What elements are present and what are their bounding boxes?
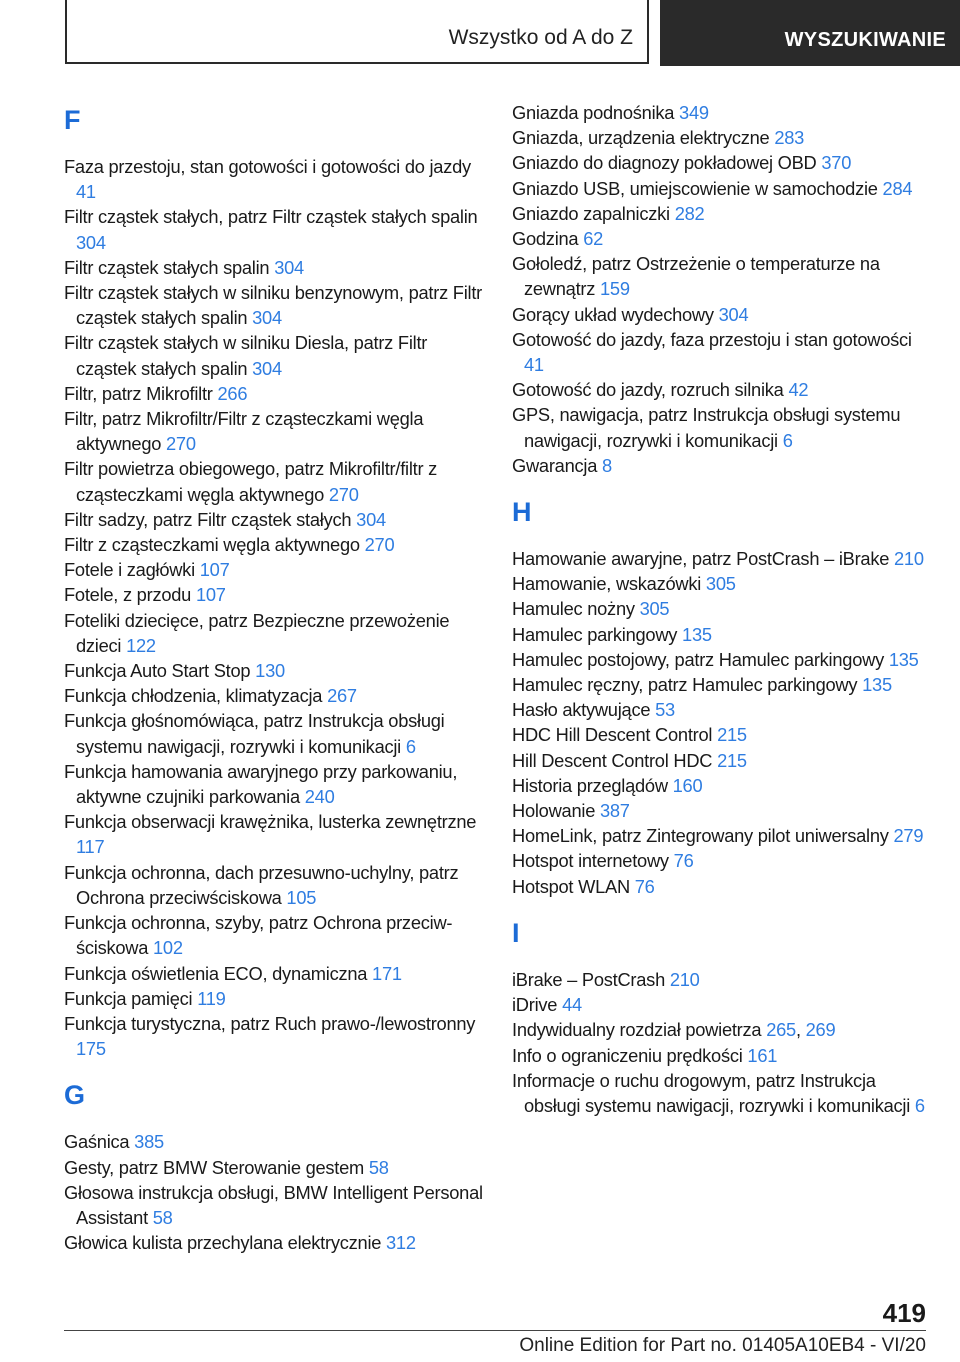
- page-separator: ,: [795, 1019, 801, 1041]
- page-reference-link[interactable]: 284: [882, 177, 913, 199]
- page-reference-link[interactable]: 267: [327, 685, 357, 707]
- index-entry-text: Gołoledź, patrz Ostrzeżenie o temperaturze na zewnątrz: [512, 253, 880, 300]
- index-entry: [64, 809, 484, 859]
- index-entry-text: Gotowość do jazdy, faza przestoju i stan gotowości: [512, 328, 912, 350]
- page-reference-link[interactable]: 135: [862, 674, 892, 696]
- page-reference-link[interactable]: 6: [782, 429, 793, 451]
- index-entry: [64, 456, 484, 506]
- index-entry-text: Filtr, patrz Mikrofiltr: [64, 382, 213, 404]
- page-reference-link[interactable]: 130: [255, 660, 285, 682]
- page-reference-link[interactable]: 387: [599, 800, 630, 822]
- index-entry: [512, 967, 932, 992]
- index-letter-heading: F: [64, 105, 81, 135]
- index-entry-text: Funkcja turystyczna, patrz Ruch prawo-/lewostronny: [64, 1012, 476, 1034]
- page-reference-link[interactable]: 175: [76, 1038, 106, 1060]
- page-reference-link[interactable]: 312: [386, 1232, 416, 1254]
- page-reference-link[interactable]: 349: [679, 102, 709, 123]
- index-entry: [512, 150, 932, 175]
- index-entry-text: Godzina: [512, 228, 579, 250]
- page-reference-link[interactable]: 161: [747, 1044, 778, 1066]
- index-entry: [512, 823, 932, 848]
- index-entry-text: Hamulec parkingowy: [512, 623, 678, 645]
- header-bar: [0, 0, 960, 66]
- index-entry-text: Fotele, z przodu: [64, 584, 192, 606]
- page-reference-link[interactable]: 135: [888, 648, 919, 670]
- index-column-right: [512, 100, 932, 1118]
- index-entry-text: iBrake – PostCrash: [512, 968, 665, 990]
- page-reference-link[interactable]: 269: [805, 1019, 836, 1041]
- page-reference-link[interactable]: 41: [76, 181, 96, 203]
- index-entry-text: Hamowanie awaryjne, patrz PostCrash – iBrake: [512, 548, 890, 570]
- page-reference-link[interactable]: 76: [634, 875, 655, 897]
- index-entry: [64, 280, 484, 330]
- index-entry: [64, 330, 484, 380]
- page-reference-link[interactable]: 304: [76, 231, 106, 253]
- page-reference-link[interactable]: 270: [328, 483, 359, 505]
- index-entry: [64, 1230, 484, 1255]
- page-reference-link[interactable]: 215: [717, 749, 747, 771]
- index-entry: [64, 986, 484, 1011]
- page-reference-link[interactable]: 105: [286, 886, 317, 908]
- index-entry: [512, 402, 932, 452]
- page-reference-link[interactable]: 385: [134, 1131, 164, 1153]
- page-number: 419: [882, 1298, 926, 1328]
- index-entry: [512, 100, 932, 125]
- index-entry-text: Info o ograniczeniu prędkości: [512, 1044, 743, 1066]
- page-reference-link[interactable]: 270: [166, 433, 196, 455]
- tab-a-to-z[interactable]: [65, 0, 649, 64]
- index-entry-text: Funkcja Auto Start Stop: [64, 660, 251, 682]
- page-reference-link[interactable]: 76: [673, 850, 694, 872]
- footer-divider: [64, 1330, 926, 1331]
- page-reference-link[interactable]: 282: [674, 202, 705, 224]
- index-entry-text: Hamulec nożny: [512, 598, 635, 620]
- index-entry-text: Funkcja pamięci: [64, 987, 193, 1009]
- index-entry-text: Hamulec ręczny, patrz Hamulec parkingowy: [512, 674, 858, 696]
- index-entry: [512, 201, 932, 226]
- index-entry: [64, 1129, 484, 1154]
- page-reference-link[interactable]: 135: [682, 623, 712, 645]
- index-letter-heading: G: [64, 1080, 86, 1111]
- index-entry: [64, 683, 484, 708]
- index-entry-text: Indywidualny rozdział powietrza: [512, 1019, 762, 1041]
- index-entry-text: Funkcja chłodzenia, klimatyzacja: [64, 685, 323, 707]
- page-reference-link[interactable]: 210: [893, 548, 924, 570]
- page-reference-link[interactable]: 370: [821, 152, 852, 174]
- page-reference-link[interactable]: 107: [199, 559, 230, 581]
- index-entry-text: Głosowa instrukcja obsługi, BMW Intelligent Personal Assistant: [64, 1181, 483, 1228]
- index-entry-text: Informacje o ruchu drogowym, patrz Instrukcja obsługi systemu nawigacji, rozrywki i komunikacji: [512, 1069, 911, 1116]
- index-entry-text: Gniazda, urządzenia elektryczne: [512, 127, 770, 149]
- page-reference-link[interactable]: 304: [718, 303, 749, 325]
- page-reference-link[interactable]: 160: [672, 774, 703, 796]
- index-entry-text: Gniazdo zapalniczki: [512, 202, 670, 224]
- index-entry: [512, 125, 932, 150]
- index-entry-text: GPS, nawigacja, patrz Instrukcja obsługi systemu nawigacji, rozrywki i komunikacji: [512, 404, 901, 451]
- index-entry: [64, 910, 484, 960]
- index-entry-text: Funkcja ochronna, szyby, patrz Ochrona przeciwściskowa: [64, 912, 453, 959]
- page-reference-link[interactable]: 210: [669, 968, 700, 990]
- index-entry-text: Hill Descent Control HDC: [512, 749, 713, 771]
- index-entry: [64, 1011, 484, 1061]
- index-entry-text: Funkcja hamowania awaryjnego przy parkowaniu, aktywne czujniki parkowania: [64, 760, 458, 808]
- index-entry-text: Filtr sadzy, patrz Filtr cząstek stałych: [64, 508, 352, 530]
- index-entry: [512, 1068, 932, 1118]
- index-entry-text: Gwarancja: [512, 454, 598, 476]
- index-entry-text: Faza przestoju, stan gotowości i gotowości do jazdy: [64, 156, 471, 177]
- index-entry: [512, 377, 932, 402]
- index-entry: [64, 557, 484, 582]
- index-entry-text: Głowica kulista przechylana elektrycznie: [64, 1232, 382, 1254]
- index-entry: [512, 1017, 932, 1042]
- page-reference-link[interactable]: 62: [583, 228, 604, 250]
- index-entry: [64, 759, 484, 809]
- index-entry-text: Gotowość do jazdy, rozruch silnika: [512, 379, 784, 401]
- index-entry: [512, 697, 932, 722]
- page-reference-link[interactable]: 8: [601, 454, 612, 476]
- tab-search-label: WYSZUKIWANIE: [784, 29, 946, 51]
- page-reference-link[interactable]: 53: [655, 699, 675, 721]
- index-entry: [64, 532, 484, 557]
- index-entry-text: Filtr cząstek stałych w silniku benzynowym, patrz Filtr cząstek stałych spalin: [64, 282, 483, 329]
- index-entry: [512, 722, 932, 747]
- index-entry: [512, 251, 932, 301]
- index-entry: [64, 582, 484, 607]
- page-reference-link[interactable]: 6: [914, 1094, 925, 1116]
- index-entry: [64, 381, 484, 406]
- page-reference-link[interactable]: 102: [153, 937, 183, 959]
- index-entry: [512, 453, 932, 478]
- index-entry-text: Hotspot WLAN: [512, 875, 630, 897]
- index-entry: [64, 860, 484, 910]
- page-reference-link[interactable]: 159: [600, 278, 630, 300]
- index-entry-text: Hamowanie, wskazówki: [512, 573, 702, 595]
- index-letter-heading: H: [512, 497, 532, 528]
- index-entry: [512, 176, 932, 201]
- index-entry: [64, 255, 484, 280]
- index-entry: [64, 507, 484, 532]
- footer-edition: Online Edition for Part no. 01405A10EB4 - VI/20: [519, 1335, 926, 1356]
- page-reference-link[interactable]: 305: [705, 573, 736, 595]
- index-entry-text: iDrive: [512, 994, 558, 1016]
- page-reference-link[interactable]: 107: [195, 584, 226, 606]
- page-reference-link[interactable]: 304: [252, 357, 282, 379]
- index-entry-text: Gaśnica: [64, 1131, 130, 1153]
- index-entry-text: Filtr, patrz Mikrofiltr/Filtr z cząsteczkami węgla aktywnego: [64, 408, 424, 455]
- index-entry-text: Gniazda podnośnika: [512, 102, 675, 123]
- page-reference-link[interactable]: 41: [524, 354, 544, 376]
- index-entry-text: Gorący układ wydechowy: [512, 303, 714, 325]
- index-entry: [512, 992, 932, 1017]
- page-reference-link[interactable]: 304: [252, 307, 282, 329]
- index-entry: [64, 708, 484, 758]
- index-entry-text: Hasło aktywujące: [512, 699, 651, 721]
- page-reference-link[interactable]: 44: [562, 994, 582, 1016]
- index-entry: [512, 302, 932, 327]
- index-entry-text: Fotele i zagłówki: [64, 559, 195, 581]
- page-reference-link[interactable]: 117: [76, 836, 105, 858]
- index-entry: [512, 848, 932, 873]
- index-entry-text: Funkcja ochronna, dach przesuwno-uchylny, patrz Ochrona przeciwściskowa: [64, 861, 459, 908]
- index-entry: [512, 1043, 932, 1068]
- index-entry: [512, 622, 932, 647]
- index-entry-text: Hotspot internetowy: [512, 850, 669, 872]
- index-entry-text: Funkcja oświetlenia ECO, dynamiczna: [64, 962, 368, 984]
- page-reference-link[interactable]: 122: [126, 634, 156, 656]
- index-entry: [512, 874, 932, 899]
- index-entry-text: Filtr powietrza obiegowego, patrz Mikrofiltr/filtr z cząsteczkami węgla aktywnego: [64, 458, 438, 505]
- index-entry-text: Filtr cząstek stałych, patrz Filtr cząstek stałych spalin: [64, 206, 478, 228]
- index-entry-text: Foteliki dziecięce, patrz Bezpieczne przewożenie dzieci: [64, 609, 450, 656]
- index-entry: [512, 748, 932, 773]
- page-reference-link[interactable]: 304: [274, 256, 304, 278]
- page-reference-link[interactable]: 304: [356, 508, 386, 530]
- index-entry-text: Holowanie: [512, 800, 596, 822]
- index-entry-text: Gniazdo USB, umiejscowienie w samochodzie: [512, 177, 878, 199]
- index-entry: [64, 204, 484, 254]
- index-entry-text: Filtr cząstek stałych spalin: [64, 256, 270, 278]
- index-entry-text: Filtr z cząsteczkami węgla aktywnego: [64, 534, 360, 556]
- page-reference-link[interactable]: 215: [717, 724, 747, 746]
- index-column-left: [64, 100, 484, 1255]
- index-entry: [512, 672, 932, 697]
- page-reference-link[interactable]: 283: [774, 127, 805, 149]
- tab-a-to-z-label: Wszystko od A do Z: [448, 26, 633, 49]
- page-reference-link[interactable]: 58: [152, 1206, 173, 1228]
- page-reference-link[interactable]: 240: [304, 786, 335, 808]
- page-reference-link[interactable]: 266: [217, 382, 248, 404]
- index-entry: [64, 658, 484, 683]
- index-entry: [512, 798, 932, 823]
- index-entry: [512, 773, 932, 798]
- page-reference-link[interactable]: 270: [364, 534, 395, 556]
- index-entry: [64, 961, 484, 986]
- index-entry: [64, 1155, 484, 1180]
- page-reference-link[interactable]: 265: [766, 1019, 796, 1041]
- index-entry: [512, 327, 932, 377]
- index-entry: [64, 608, 484, 658]
- page-reference-link[interactable]: 171: [372, 962, 402, 984]
- page-reference-link[interactable]: 42: [788, 379, 809, 401]
- tab-search[interactable]: [660, 0, 960, 66]
- page-reference-link[interactable]: 58: [368, 1156, 389, 1178]
- index-entry: [512, 596, 932, 621]
- index-entry: [512, 546, 932, 571]
- index-entry-text: Hamulec postojowy, patrz Hamulec parkingowy: [512, 648, 884, 670]
- index-entry: [64, 406, 484, 456]
- index-entry-text: Funkcja głośnomówiąca, patrz Instrukcja obsługi systemu nawigacji, rozrywki i komunikacji: [64, 710, 445, 757]
- index-entry: [512, 571, 932, 596]
- page-reference-link[interactable]: 6: [405, 735, 416, 757]
- page-reference-link[interactable]: 279: [893, 825, 924, 847]
- index-entry: [64, 1180, 484, 1230]
- index-entry-text: HomeLink, patrz Zintegrowany pilot uniwersalny: [512, 825, 889, 847]
- index-entry: [512, 647, 932, 672]
- index-entry-text: Filtr cząstek stałych w silniku Diesla, patrz Filtr cząstek stałych spalin: [64, 332, 428, 379]
- index-letter-heading: I: [512, 917, 520, 948]
- index-entry-text: Funkcja obserwacji krawężnika, lusterka zewnętrzne: [64, 811, 477, 833]
- index-entry-text: Historia przeglądów: [512, 774, 668, 796]
- page-reference-link[interactable]: 305: [639, 598, 670, 620]
- index-entry-text: Gesty, patrz BMW Sterowanie gestem: [64, 1156, 365, 1178]
- index-entry-text: HDC Hill Descent Control: [512, 724, 713, 746]
- page-reference-link[interactable]: 119: [197, 987, 226, 1009]
- index-entry: [64, 154, 484, 204]
- index-entry-text: Gniazdo do diagnozy pokładowej OBD: [512, 152, 817, 174]
- index-entry: [512, 226, 932, 251]
